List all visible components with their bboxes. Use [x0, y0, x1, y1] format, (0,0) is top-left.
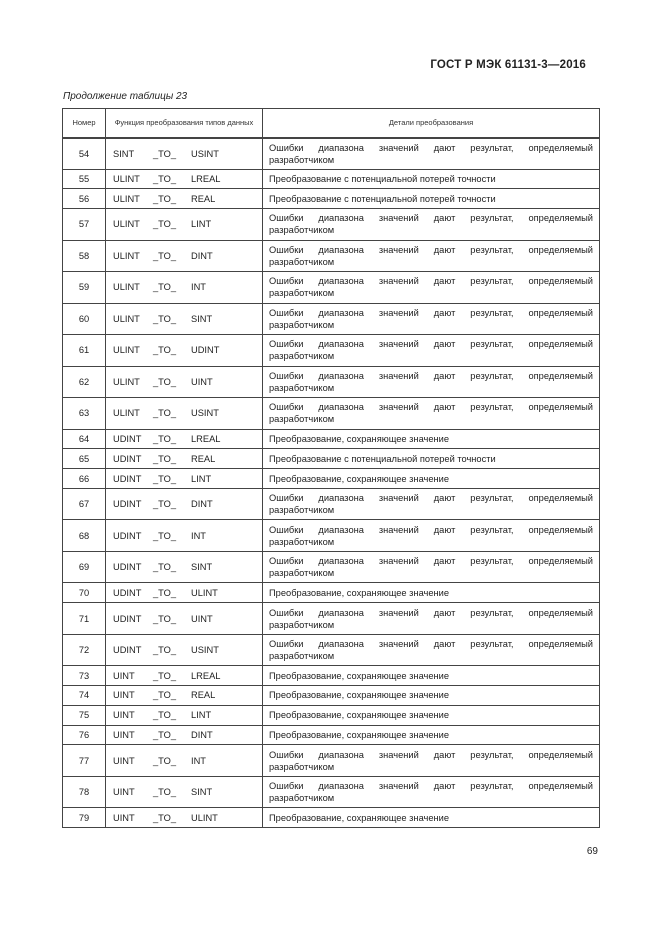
target-type: REAL: [191, 193, 216, 204]
conversion-detail: Ошибки диапазона значений дают результат, определяемый разработчиком: [263, 398, 600, 430]
source-type: UDINT: [113, 453, 142, 464]
conversion-function: [106, 469, 263, 489]
target-type: SINT: [191, 562, 213, 573]
source-type: ULINT: [113, 345, 140, 356]
to-operator: _TO_: [153, 613, 177, 624]
table-row: [63, 303, 600, 335]
conversion-detail: Ошибки диапазона значений дают результат, определяемый разработчиком: [263, 303, 600, 335]
conversion-function: [106, 366, 263, 398]
conversion-detail: Преобразование с потенциальной потерей точности: [263, 449, 600, 469]
target-type: SINT: [191, 313, 213, 324]
to-operator: _TO_: [153, 433, 177, 444]
conversion-function: [106, 240, 263, 272]
source-type: UINT: [113, 710, 135, 721]
conversion-function: [106, 303, 263, 335]
source-type: UDINT: [113, 645, 142, 656]
conversion-detail: Преобразование, сохраняющее значение: [263, 469, 600, 489]
to-operator: _TO_: [153, 787, 177, 798]
target-type: ULINT: [191, 812, 218, 823]
row-number: 77: [63, 745, 106, 777]
conversion-detail: Преобразование, сохраняющее значение: [263, 583, 600, 603]
table-row: [63, 272, 600, 304]
conversion-detail: Преобразование с потенциальной потерей точности: [263, 169, 600, 189]
conversion-function: [106, 776, 263, 808]
to-operator: _TO_: [153, 148, 177, 159]
conversion-function: [106, 520, 263, 552]
table-row: [63, 666, 600, 686]
column-header-function: Функция преобразования типов данных: [106, 109, 263, 138]
table-row: [63, 634, 600, 666]
source-type: UDINT: [113, 473, 142, 484]
row-number: 79: [63, 808, 106, 828]
row-number: 73: [63, 666, 106, 686]
row-number: 58: [63, 240, 106, 272]
target-type: USINT: [191, 645, 219, 656]
conversion-detail: Ошибки диапазона значений дают результат, определяемый разработчиком: [263, 745, 600, 777]
row-number: 61: [63, 335, 106, 367]
row-number: 70: [63, 583, 106, 603]
target-type: UDINT: [191, 345, 220, 356]
row-number: 55: [63, 169, 106, 189]
conversion-function: [106, 398, 263, 430]
table-row: [63, 429, 600, 449]
table-row: [63, 469, 600, 489]
table-row: [63, 686, 600, 706]
to-operator: _TO_: [153, 173, 177, 184]
source-type: UINT: [113, 787, 135, 798]
table-row: [63, 520, 600, 552]
to-operator: _TO_: [153, 670, 177, 681]
conversion-function: [106, 551, 263, 583]
to-operator: _TO_: [153, 710, 177, 721]
to-operator: _TO_: [153, 408, 177, 419]
table-row: [63, 725, 600, 745]
target-type: INT: [191, 755, 206, 766]
row-number: 64: [63, 429, 106, 449]
target-type: REAL: [191, 453, 216, 464]
table-row: [63, 209, 600, 241]
conversion-function: [106, 603, 263, 635]
conversion-function: [106, 686, 263, 706]
source-type: ULINT: [113, 313, 140, 324]
to-operator: _TO_: [153, 530, 177, 541]
row-number: 78: [63, 776, 106, 808]
source-type: UINT: [113, 670, 135, 681]
table-row: [63, 488, 600, 520]
conversion-detail: Ошибки диапазона значений дают результат, определяемый разработчиком: [263, 488, 600, 520]
source-type: ULINT: [113, 173, 140, 184]
table-row: [63, 366, 600, 398]
conversion-detail: Ошибки диапазона значений дают результат, определяемый разработчиком: [263, 603, 600, 635]
to-operator: _TO_: [153, 219, 177, 230]
row-number: 62: [63, 366, 106, 398]
table-body: [63, 138, 600, 828]
source-type: UDINT: [113, 530, 142, 541]
target-type: DINT: [191, 730, 213, 741]
to-operator: _TO_: [153, 562, 177, 573]
target-type: DINT: [191, 499, 213, 510]
target-type: USINT: [191, 148, 219, 159]
target-type: REAL: [191, 690, 216, 701]
table-row: [63, 189, 600, 209]
conversion-detail: Ошибки диапазона значений дают результат, определяемый разработчиком: [263, 776, 600, 808]
source-type: ULINT: [113, 250, 140, 261]
row-number: 66: [63, 469, 106, 489]
to-operator: _TO_: [153, 376, 177, 387]
table-row: [63, 335, 600, 367]
column-header-number: Номер: [63, 109, 106, 138]
row-number: 72: [63, 634, 106, 666]
source-type: UDINT: [113, 499, 142, 510]
table-row: [63, 551, 600, 583]
source-type: UDINT: [113, 433, 142, 444]
conversion-function: [106, 272, 263, 304]
conversion-detail: Ошибки диапазона значений дают результат, определяемый разработчиком: [263, 138, 600, 170]
conversion-table: [62, 108, 600, 828]
table-row: [63, 583, 600, 603]
to-operator: _TO_: [153, 755, 177, 766]
source-type: ULINT: [113, 282, 140, 293]
table-row: [63, 398, 600, 430]
conversion-detail: Преобразование, сохраняющее значение: [263, 686, 600, 706]
conversion-function: [106, 634, 263, 666]
row-number: 71: [63, 603, 106, 635]
to-operator: _TO_: [153, 587, 177, 598]
to-operator: _TO_: [153, 345, 177, 356]
source-type: UINT: [113, 812, 135, 823]
to-operator: _TO_: [153, 473, 177, 484]
source-type: ULINT: [113, 219, 140, 230]
source-type: UINT: [113, 690, 135, 701]
table-row: [63, 240, 600, 272]
source-type: ULINT: [113, 193, 140, 204]
page-number: 69: [586, 846, 598, 857]
conversion-function: [106, 335, 263, 367]
row-number: 76: [63, 725, 106, 745]
source-type: UINT: [113, 755, 135, 766]
target-type: UINT: [191, 376, 213, 387]
conversion-detail: Ошибки диапазона значений дают результат, определяемый разработчиком: [263, 551, 600, 583]
conversion-function: [106, 666, 263, 686]
target-type: LREAL: [191, 433, 221, 444]
table-row: [63, 705, 600, 725]
target-type: LREAL: [191, 670, 221, 681]
conversion-function: [106, 189, 263, 209]
target-type: SINT: [191, 787, 213, 798]
row-number: 60: [63, 303, 106, 335]
conversion-detail: Ошибки диапазона значений дают результат, определяемый разработчиком: [263, 209, 600, 241]
conversion-function: [106, 449, 263, 469]
target-type: INT: [191, 282, 206, 293]
source-type: UDINT: [113, 587, 142, 598]
conversion-detail: Преобразование с потенциальной потерей точности: [263, 189, 600, 209]
to-operator: _TO_: [153, 812, 177, 823]
conversion-detail: Преобразование, сохраняющее значение: [263, 666, 600, 686]
source-type: UDINT: [113, 613, 142, 624]
column-header-details: Детали преобразования: [263, 109, 600, 138]
conversion-function: [106, 745, 263, 777]
conversion-detail: Ошибки диапазона значений дают результат, определяемый разработчиком: [263, 335, 600, 367]
target-type: LINT: [191, 219, 212, 230]
to-operator: _TO_: [153, 193, 177, 204]
table-row: [63, 808, 600, 828]
target-type: INT: [191, 530, 206, 541]
row-number: 56: [63, 189, 106, 209]
target-type: UINT: [191, 613, 213, 624]
conversion-function: [106, 583, 263, 603]
to-operator: _TO_: [153, 690, 177, 701]
table-continuation-caption: Продолжение таблицы 23: [63, 91, 188, 102]
source-type: UDINT: [113, 562, 142, 573]
row-number: 65: [63, 449, 106, 469]
to-operator: _TO_: [153, 250, 177, 261]
table-header-row: [63, 109, 600, 138]
target-type: LINT: [191, 710, 212, 721]
target-type: LINT: [191, 473, 212, 484]
row-number: 54: [63, 138, 106, 170]
row-number: 63: [63, 398, 106, 430]
row-number: 59: [63, 272, 106, 304]
row-number: 57: [63, 209, 106, 241]
target-type: DINT: [191, 250, 213, 261]
document-standard-header: ГОСТ Р МЭК 61131-3—2016: [430, 59, 586, 71]
row-number: 69: [63, 551, 106, 583]
source-type: ULINT: [113, 408, 140, 419]
conversion-detail: Преобразование, сохраняющее значение: [263, 705, 600, 725]
row-number: 67: [63, 488, 106, 520]
target-type: LREAL: [191, 173, 221, 184]
to-operator: _TO_: [153, 499, 177, 510]
conversion-detail: Ошибки диапазона значений дают результат, определяемый разработчиком: [263, 520, 600, 552]
conversion-function: [106, 138, 263, 170]
conversion-function: [106, 808, 263, 828]
conversion-function: [106, 429, 263, 449]
source-type: ULINT: [113, 376, 140, 387]
conversion-function: [106, 705, 263, 725]
conversion-detail: Ошибки диапазона значений дают результат, определяемый разработчиком: [263, 366, 600, 398]
target-type: USINT: [191, 408, 219, 419]
table-row: [63, 449, 600, 469]
conversion-detail: Ошибки диапазона значений дают результат, определяемый разработчиком: [263, 272, 600, 304]
conversion-detail: Преобразование, сохраняющее значение: [263, 429, 600, 449]
conversion-detail: Ошибки диапазона значений дают результат, определяемый разработчиком: [263, 240, 600, 272]
to-operator: _TO_: [153, 645, 177, 656]
table-row: [63, 776, 600, 808]
to-operator: _TO_: [153, 730, 177, 741]
conversion-function: [106, 169, 263, 189]
row-number: 74: [63, 686, 106, 706]
table-row: [63, 169, 600, 189]
row-number: 75: [63, 705, 106, 725]
conversion-detail: Преобразование, сохраняющее значение: [263, 725, 600, 745]
source-type: SINT: [113, 148, 135, 159]
to-operator: _TO_: [153, 453, 177, 464]
conversion-function: [106, 488, 263, 520]
table-row: [63, 603, 600, 635]
conversion-detail: Преобразование, сохраняющее значение: [263, 808, 600, 828]
to-operator: _TO_: [153, 313, 177, 324]
table-row: [63, 138, 600, 170]
source-type: UINT: [113, 730, 135, 741]
to-operator: _TO_: [153, 282, 177, 293]
conversion-function: [106, 725, 263, 745]
target-type: ULINT: [191, 587, 218, 598]
table-row: [63, 745, 600, 777]
conversion-detail: Ошибки диапазона значений дают результат, определяемый разработчиком: [263, 634, 600, 666]
row-number: 68: [63, 520, 106, 552]
conversion-function: [106, 209, 263, 241]
